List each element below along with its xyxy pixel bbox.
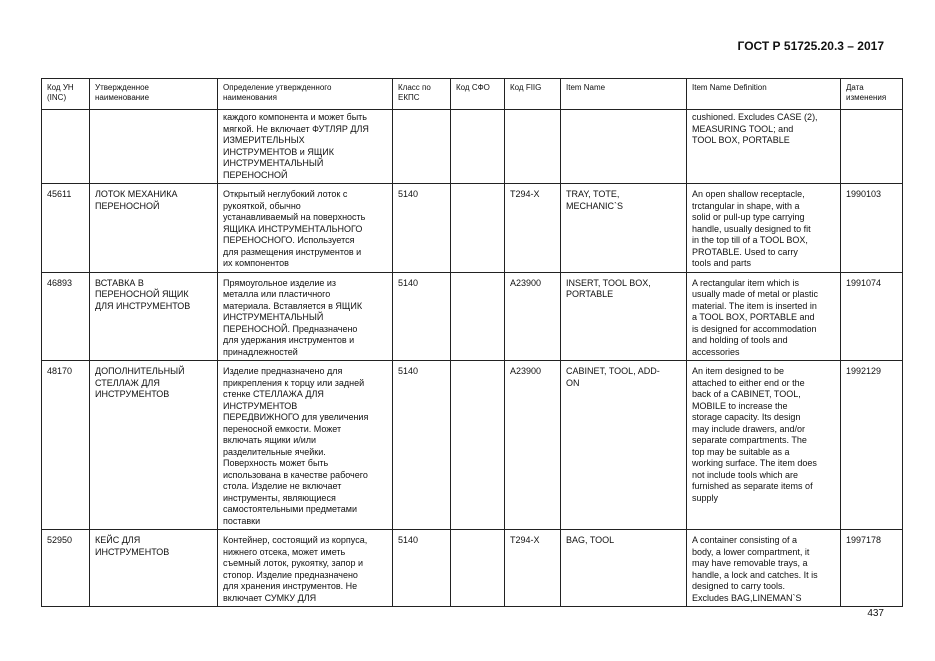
item-name-definition-cell: An open shallow receptacle, trctangular in shape, with a solid or pull-up type carrying handle, usually designed to fit in the top till of a TOOL BOX, PROTABLE. Used to carry tools and parts bbox=[687, 184, 841, 273]
item-name-cell: TRAY, TOTE, MECHANIC`S bbox=[561, 184, 687, 273]
ekps-class-cell: 5140 bbox=[393, 361, 451, 530]
column-header: Класс по ЕКПС bbox=[393, 79, 451, 110]
sfo-code-cell bbox=[451, 272, 505, 361]
table-row bbox=[42, 110, 903, 184]
inc-code-cell: 52950 bbox=[42, 530, 90, 607]
column-header: Дата изменения bbox=[841, 79, 903, 110]
table-body bbox=[42, 110, 903, 607]
inc-code-cell bbox=[42, 110, 90, 184]
ekps-class-cell: 5140 bbox=[393, 272, 451, 361]
table-row bbox=[42, 272, 903, 361]
item-name-definition-cell: A container consisting of a body, a lower compartment, it may have removable trays, a handle, a lock and catches. It is designed to carry tools. Excludes BAG,LINEMAN`S bbox=[687, 530, 841, 607]
item-name-definition-cell: A rectangular item which is usually made of metal or plastic material. The item is inserted in a TOOL BOX, PORTABLE and is designed for accommodation and holding of tools and accessories bbox=[687, 272, 841, 361]
table-row bbox=[42, 184, 903, 273]
table-row bbox=[42, 361, 903, 530]
column-header: Код СФО bbox=[451, 79, 505, 110]
sfo-code-cell bbox=[451, 110, 505, 184]
change-date-cell: 1997178 bbox=[841, 530, 903, 607]
item-name-cell: INSERT, TOOL BOX, PORTABLE bbox=[561, 272, 687, 361]
document-header: ГОСТ Р 51725.20.3 – 2017 bbox=[737, 39, 884, 53]
inc-code-cell: 46893 bbox=[42, 272, 90, 361]
approved-definition-cell: каждого компонента и может быть мягкой. Не включает ФУТЛЯР ДЛЯ ИЗМЕРИТЕЛЬНЫХ ИНСТРУМЕНТОВ и ЯЩИК ИНСТРУМЕНТАЛЬНЫЙ ПЕРЕНОСНОЙ bbox=[218, 110, 393, 184]
page-number: 437 bbox=[867, 608, 884, 619]
change-date-cell: 1990103 bbox=[841, 184, 903, 273]
change-date-cell: 1992129 bbox=[841, 361, 903, 530]
column-header: Определение утвержденного наименования bbox=[218, 79, 393, 110]
sfo-code-cell bbox=[451, 361, 505, 530]
approved-definition-cell: Прямоугольное изделие из металла или пластичного материала. Вставляется в ЯЩИК ИНСТРУМЕНТАЛЬНЫЙ ПЕРЕНОСНОЙ. Предназначено для удержания инструментов и принадлежностей bbox=[218, 272, 393, 361]
ekps-class-cell bbox=[393, 110, 451, 184]
approved-name-cell bbox=[90, 110, 218, 184]
approved-name-cell: КЕЙС ДЛЯ ИНСТРУМЕНТОВ bbox=[90, 530, 218, 607]
inc-code-cell: 45611 bbox=[42, 184, 90, 273]
column-header: Item Name Definition bbox=[687, 79, 841, 110]
ekps-class-cell: 5140 bbox=[393, 184, 451, 273]
sfo-code-cell bbox=[451, 184, 505, 273]
item-name-definition-cell: An item designed to be attached to either end or the back of a CABINET, TOOL, MOBILE to increase the storage capacity. Its design may include drawers, and/or separate compartments. The top may be suitable as a working surface. The item does not include tools which are furnished as separate items of supply bbox=[687, 361, 841, 530]
change-date-cell bbox=[841, 110, 903, 184]
ekps-class-cell: 5140 bbox=[393, 530, 451, 607]
approved-definition-cell: Изделие предназначено для прикрепления к торцу или задней стенке СТЕЛЛАЖА ДЛЯ ИНСТРУМЕНТОВ ПЕРЕДВИЖНОГО для увеличения переносной емкости. Может включать ящики и/или разделительные ячейки. Поверхность может быть использована в качестве рабочего стола. Изделие не включает инструменты, являющиеся самостоятельными предметами поставки bbox=[218, 361, 393, 530]
change-date-cell: 1991074 bbox=[841, 272, 903, 361]
table-row bbox=[42, 530, 903, 607]
column-header: Item Name bbox=[561, 79, 687, 110]
item-name-cell: BAG, TOOL bbox=[561, 530, 687, 607]
fiig-code-cell bbox=[505, 110, 561, 184]
header-row bbox=[42, 79, 903, 110]
fiig-code-cell: T294-X bbox=[505, 530, 561, 607]
fiig-code-cell: A23900 bbox=[505, 361, 561, 530]
approved-definition-cell: Открытый неглубокий лоток с рукояткой, обычно устанавливаемый на поверхность ЯЩИКА ИНСТРУМЕНТАЛЬНОГО ПЕРЕНОСНОГО. Используется для размещения инструментов и их компонентов bbox=[218, 184, 393, 273]
table-header bbox=[42, 79, 903, 110]
catalog-table bbox=[41, 78, 903, 607]
column-header: Код УН (INC) bbox=[42, 79, 90, 110]
inc-code-cell: 48170 bbox=[42, 361, 90, 530]
approved-name-cell: ЛОТОК МЕХАНИКА ПЕРЕНОСНОЙ bbox=[90, 184, 218, 273]
approved-name-cell: ДОПОЛНИТЕЛЬНЫЙ СТЕЛЛАЖ ДЛЯ ИНСТРУМЕНТОВ bbox=[90, 361, 218, 530]
column-header: Утвержденное наименование bbox=[90, 79, 218, 110]
fiig-code-cell: T294-X bbox=[505, 184, 561, 273]
column-header: Код FIIG bbox=[505, 79, 561, 110]
item-name-definition-cell: cushioned. Excludes CASE (2), MEASURING TOOL; and TOOL BOX, PORTABLE bbox=[687, 110, 841, 184]
item-name-cell: CABINET, TOOL, ADD- ON bbox=[561, 361, 687, 530]
approved-name-cell: ВСТАВКА В ПЕРЕНОСНОЙ ЯЩИК ДЛЯ ИНСТРУМЕНТОВ bbox=[90, 272, 218, 361]
item-name-cell bbox=[561, 110, 687, 184]
approved-definition-cell: Контейнер, состоящий из корпуса, нижнего отсека, может иметь съемный лоток, рукоятку, запор и стопор. Изделие предназначено для хранения инструментов. Не включает СУМКУ ДЛЯ bbox=[218, 530, 393, 607]
fiig-code-cell: A23900 bbox=[505, 272, 561, 361]
sfo-code-cell bbox=[451, 530, 505, 607]
